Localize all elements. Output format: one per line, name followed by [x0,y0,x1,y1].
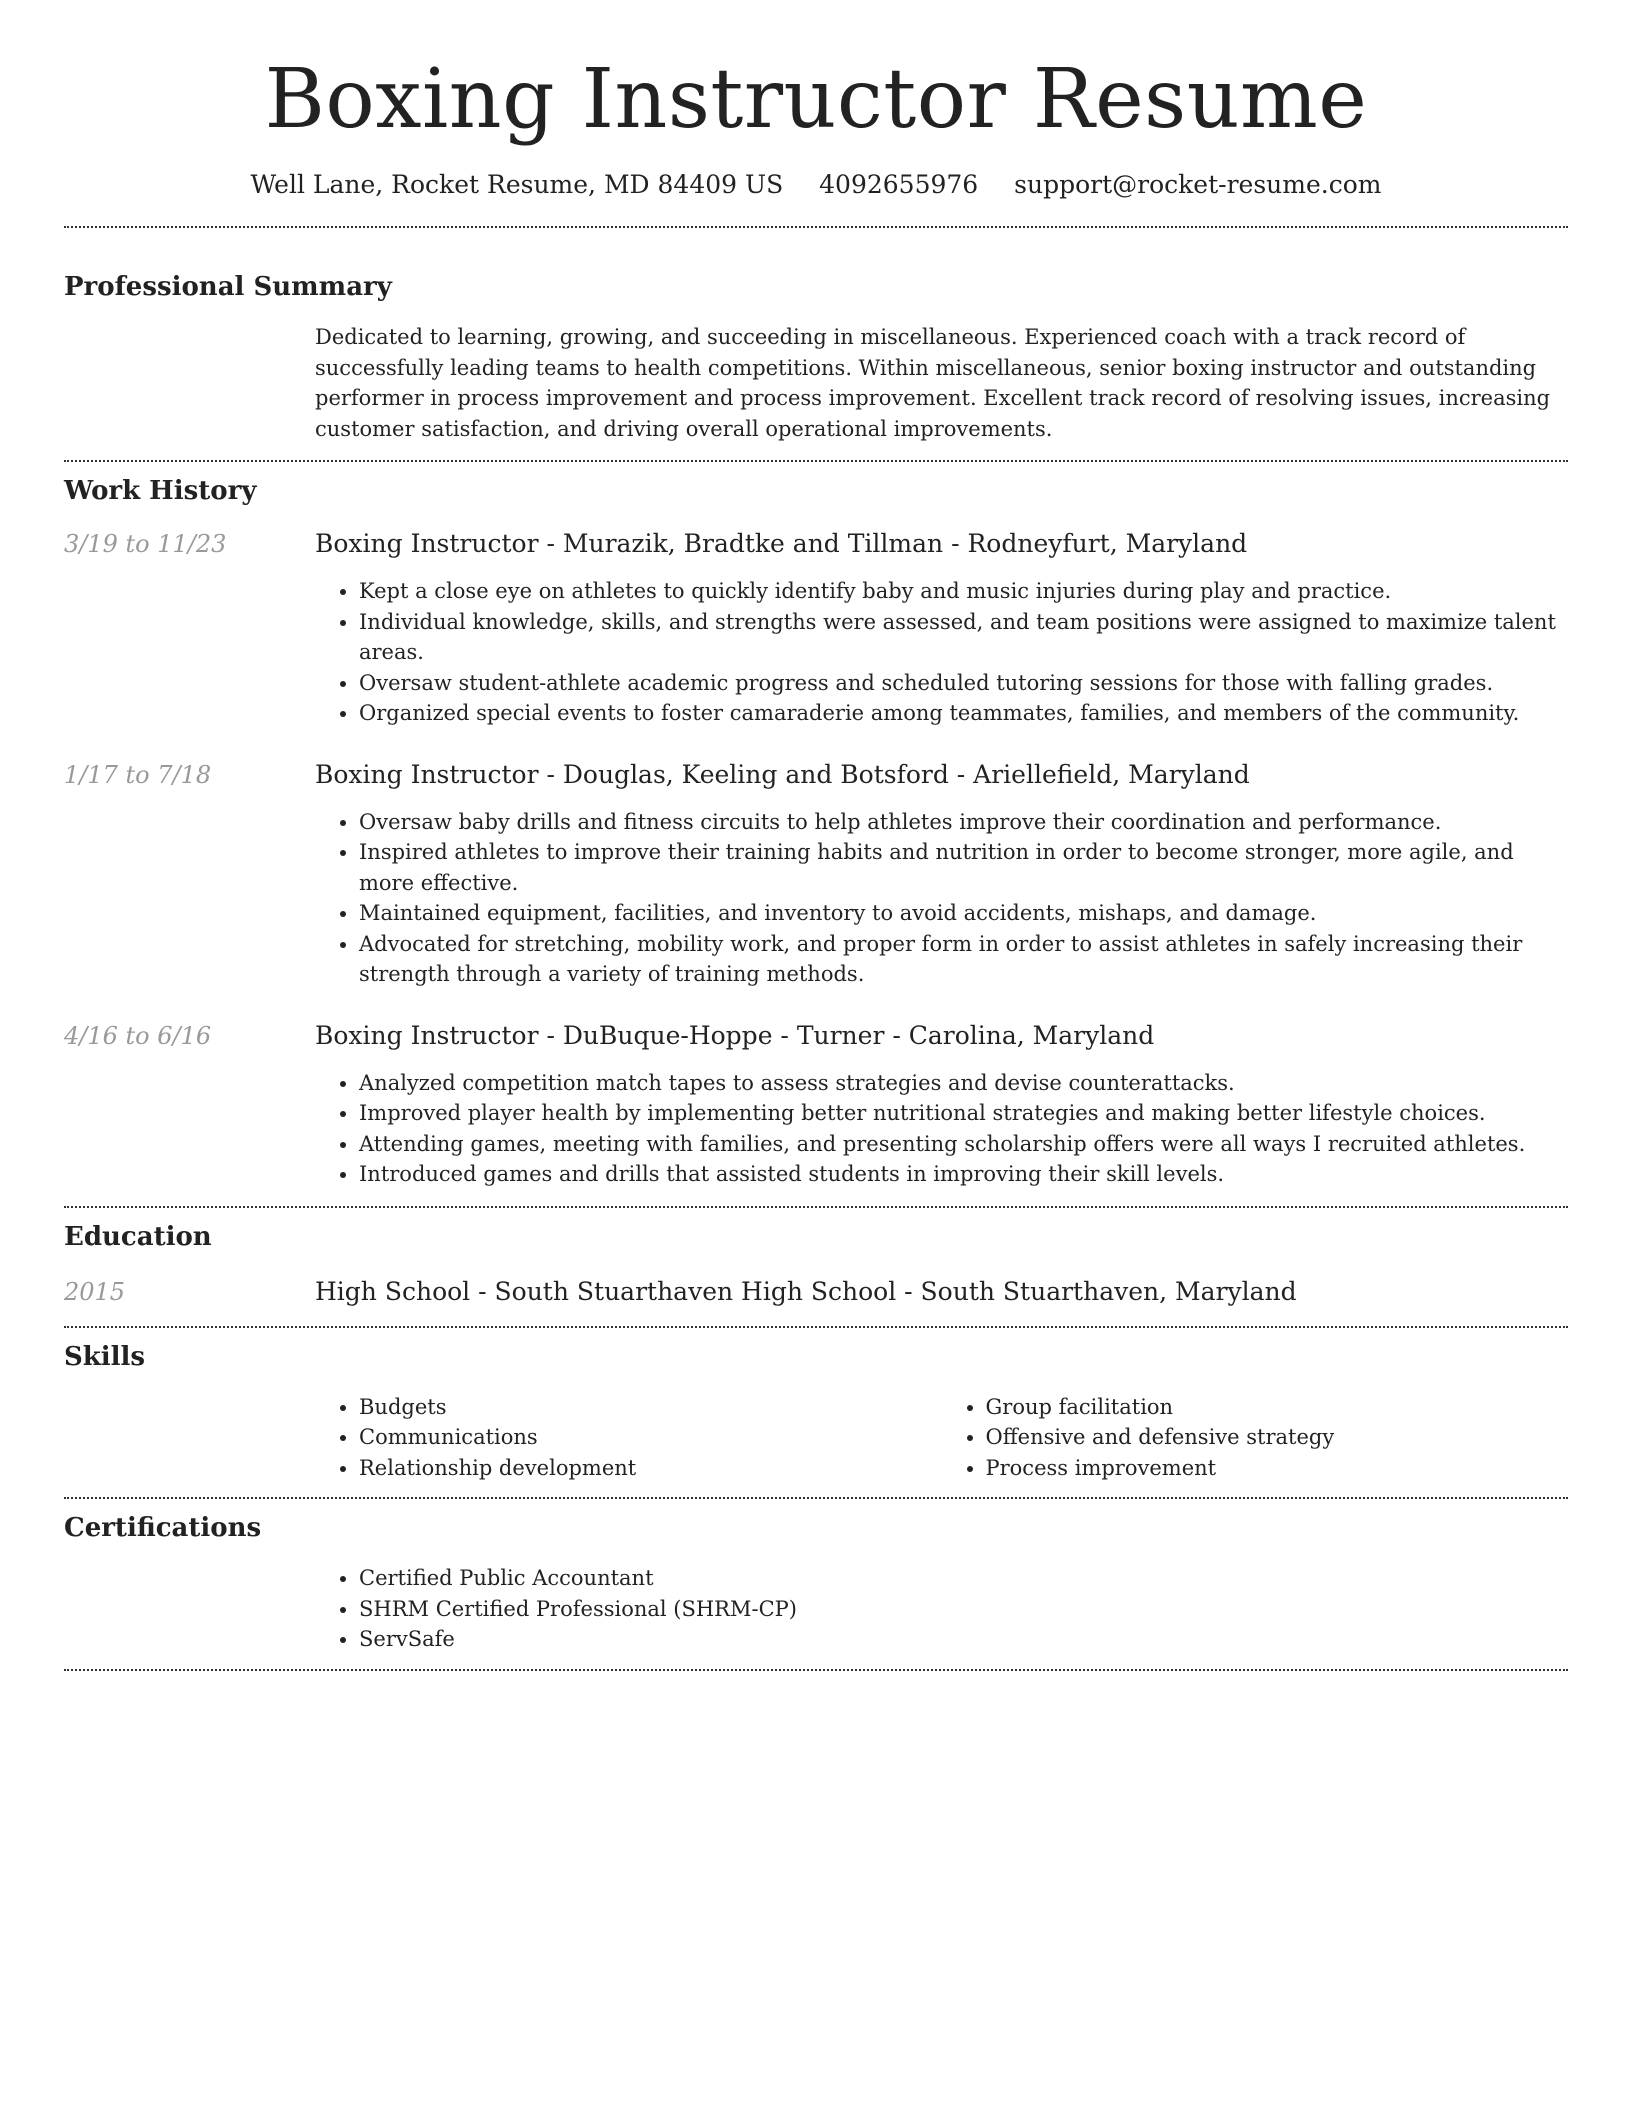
job-entry [64,759,1568,990]
list-item: • Process improvement [986,1453,1569,1484]
list-item: • Oversaw student-athlete academic progress and scheduled tutoring sessions for those with falling grades. [359,668,1568,699]
contact-phone: 4092655976 [819,170,979,199]
job-body [315,759,1568,990]
list-item: • Introduced games and drills that assisted students in improving their skill levels. [359,1159,1568,1190]
resume-page [64,0,1568,1671]
job-bullets [315,807,1568,990]
resume-title: Boxing Instructor Resume [264,52,1368,147]
job-entry [64,528,1568,729]
list-item: • Relationship development [359,1453,942,1484]
summary-section [64,228,1568,460]
contact-email: support@rocket-resume.com [1014,170,1382,199]
education-heading: Education [64,1221,212,1252]
job-title: Boxing Instructor - DuBuque-Hoppe - Turner - Carolina, Maryland [315,1020,1155,1050]
education-entry [64,1276,1568,1326]
certifications-heading: Certifications [64,1513,262,1543]
job-body [315,1020,1568,1190]
job-entry [64,1020,1568,1190]
resume-header [64,0,1568,202]
job-dates: 1/17 to 7/18 [64,760,212,789]
education-section [64,1208,1568,1326]
certifications-section [64,1499,1568,1669]
work-history-heading: Work History [64,476,257,506]
job-title: Boxing Instructor - Douglas, Keeling and Botsford - Ariellefield, Maryland [315,759,1250,789]
list-item: • Analyzed competition match tapes to assess strategies and devise counterattacks. [359,1068,1568,1099]
contact-line [64,168,1568,202]
list-item: • Kept a close eye on athletes to quickly identify baby and music injuries during play and practice. [359,576,1568,607]
list-item: • Improved player health by implementing better nutritional strategies and making better lifestyle choices. [359,1098,1568,1129]
job-bullets [315,576,1568,729]
job-dates: 3/19 to 11/23 [64,530,227,558]
education-dates: 2015 [64,1277,126,1306]
summary-text: Dedicated to learning, growing, and succeeding in miscellaneous. Experienced coach with a track record of successfully leading teams to health competitions. Within miscellaneous, senior boxing instructor and outstanding performer in process improvement and process improvement. Excellent track record of resolving issues, increasing customer satisfaction, and driving overall operational improvements. [315,325,1551,441]
certifications-list [315,1563,1568,1655]
job-bullets [315,1068,1568,1190]
skills-heading: Skills [64,1341,146,1372]
skills-list-left [315,1392,942,1484]
list-item: • ServSafe [359,1624,1568,1655]
list-item: • Inspired athletes to improve their training habits and nutrition in order to become stronger, more agile, and more effective. [359,837,1568,898]
skills-list-right [942,1392,1569,1484]
job-title: Boxing Instructor - Murazik, Bradtke and Tillman - Rodneyfurt, Maryland [315,529,1248,558]
list-item: • Attending games, meeting with families, and presenting scholarship offers were all ways I recruited athletes. [359,1129,1568,1160]
list-item: • SHRM Certified Professional (SHRM-CP) [359,1594,1568,1625]
list-item: • Certified Public Accountant [359,1563,1568,1594]
skills-columns [315,1392,1568,1498]
section-divider [64,1669,1568,1671]
list-item: • Budgets [359,1392,942,1423]
certifications-wrap [315,1563,1568,1669]
list-item: • Advocated for stretching, mobility work, and proper form in order to assist athletes in safely increasing their strength through a variety of training methods. [359,929,1568,990]
list-item: • Group facilitation [986,1392,1569,1423]
contact-address: Well Lane, Rocket Resume, MD 84409 US [250,170,784,199]
list-item: • Organized special events to foster camaraderie among teammates, families, and members of the community. [359,698,1568,729]
list-item: • Individual knowledge, skills, and strengths were assessed, and team positions were assigned to maximize talent areas. [359,607,1568,668]
job-dates: 4/16 to 6/16 [64,1021,212,1050]
skills-section [64,1328,1568,1498]
work-history-section [64,462,1568,1206]
summary-heading: Professional Summary [64,272,392,302]
list-item: • Oversaw baby drills and fitness circuits to help athletes improve their coordination and performance. [359,807,1568,838]
list-item: • Offensive and defensive strategy [986,1422,1569,1453]
education-title: High School - South Stuarthaven High School - South Stuarthaven, Maryland [315,1276,1297,1306]
job-body [315,528,1568,729]
education-body [315,1276,1568,1308]
list-item: • Communications [359,1422,942,1453]
list-item: • Maintained equipment, facilities, and inventory to avoid accidents, mishaps, and damage. [359,898,1568,929]
